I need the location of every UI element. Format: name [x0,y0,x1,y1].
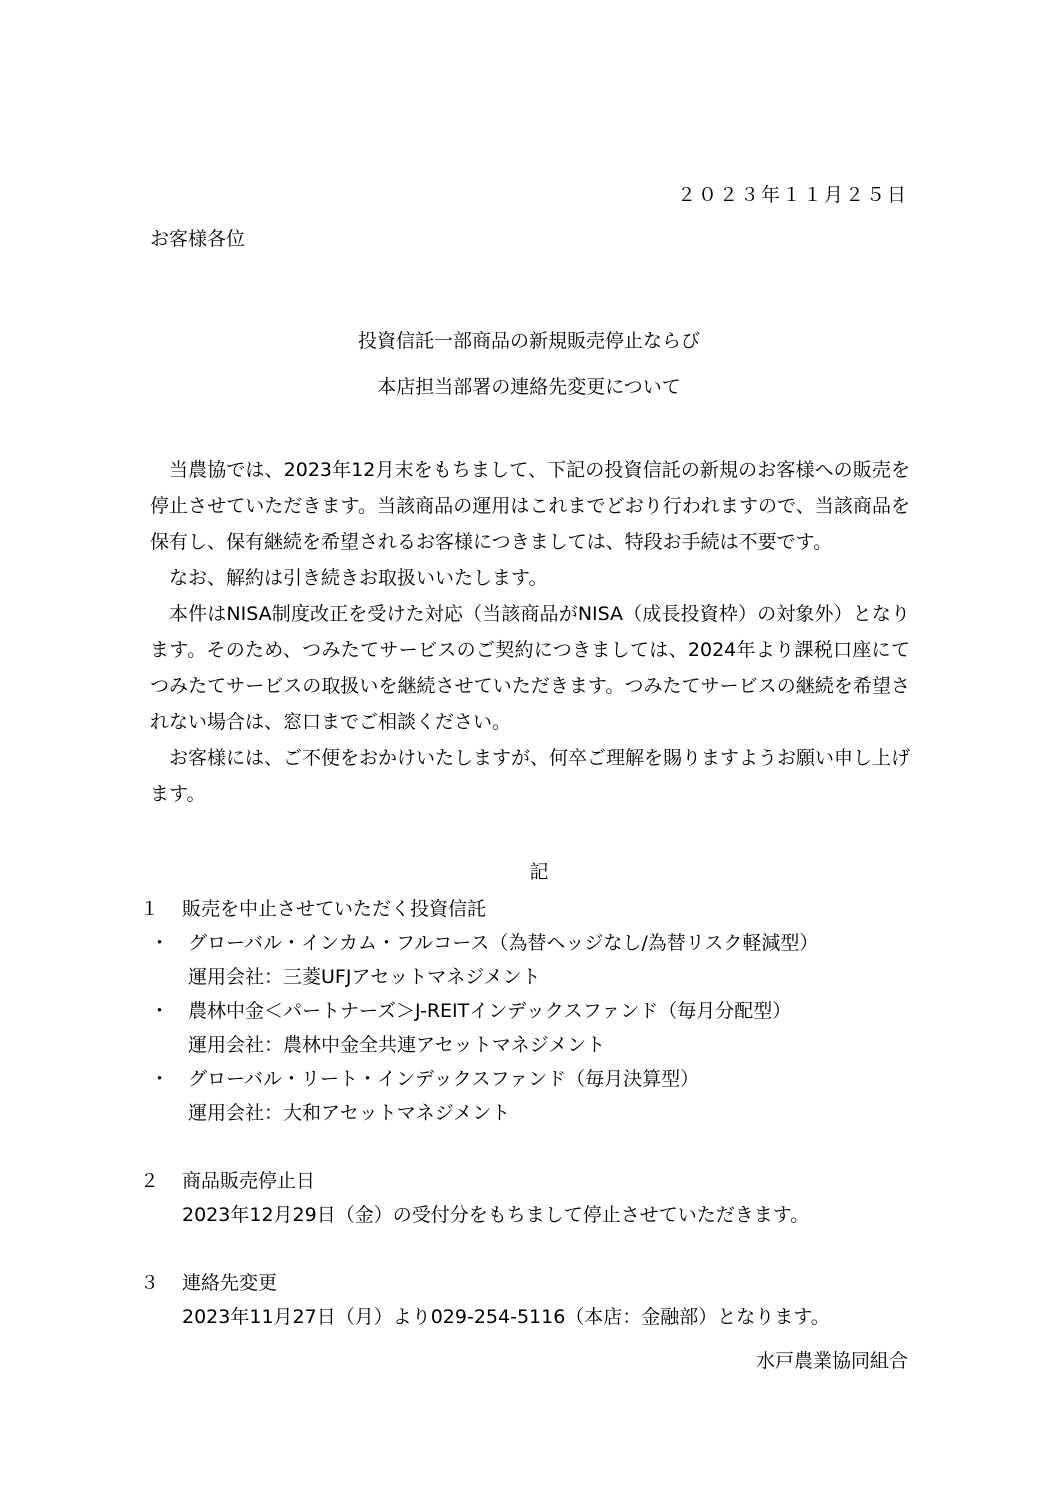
fund-item [140,926,920,960]
spacer [140,1232,920,1266]
section-2-heading [140,1164,920,1198]
title-line-2: 本店担当部署の連絡先変更について [377,376,681,398]
section-3-body: 2023年11月27日（月）より029-254-5116（本店：金融部）となります。 [182,1306,830,1328]
bullet: ・ [150,1000,170,1022]
section-number: １ [140,898,160,920]
fund-item [140,994,920,1028]
paragraph: なお、解約は引き続きお取扱いいたします。 [169,567,548,589]
addressee: お客様各位 [150,228,246,250]
fund-name: 農林中金＜パートナーズ＞J-REITインデックスファンド（毎月分配型） [188,1000,792,1022]
section-list [140,892,920,1334]
fund-company: 運用会社：農林中金全共連アセットマネジメント [188,1034,606,1056]
fund-company: 運用会社：三菱UFJアセットマネジメント [188,966,541,988]
fund-item [140,1062,920,1096]
paragraph: 本件はNISA制度改正を受けた対応（当該商品がNISA（成長投資枠）の対象外）となります。そのため、つみたてサービスのご契約につきましては、2024年より課税口座にてつみたてサービスの取扱いを継続させていただきます。つみたてサービスの継続を希望されない場合は、窓口までご相談ください。 [150,603,910,733]
section-2-body: 2023年12月29日（金）の受付分をもちまして停止させていただきます。 [182,1204,810,1226]
paragraph: お客様には、ご不便をおかけいたしますが、何卒ご理解を賜りますようお願い申し上げます。 [150,747,911,805]
organization-name: 水戸農業協同組合 [755,1350,908,1372]
bullet: ・ [150,1068,170,1090]
section-3-heading [140,1266,920,1300]
document-title [0,318,1058,410]
section-number: ２ [140,1170,160,1192]
fund-company: 運用会社：大和アセットマネジメント [188,1102,511,1124]
section-title: 連絡先変更 [182,1272,278,1294]
fund-name: グローバル・リート・インデックスファンド（毎月決算型） [188,1068,700,1090]
section-title: 商品販売停止日 [182,1170,316,1192]
spacer [140,1130,920,1164]
body-text [150,452,910,812]
bullet: ・ [150,932,170,954]
ki-heading: 記 [529,861,549,883]
document-date: ２０２３年１１月２５日 [676,184,908,206]
paragraph: 当農協では、2023年12月末をもちまして、下記の投資信託の新規のお客様への販売を停止させていただきます。当該商品の運用はこれまでどおり行われますので、当該商品を保有し、保有継続を希望されるお客様につきましては、特段お手続は不要です。 [150,459,910,553]
section-1-heading [140,892,920,926]
section-title: 販売を中止させていただく投資信託 [182,898,487,920]
title-line-1: 投資信託一部商品の新規販売停止ならび [357,330,700,352]
section-number: ３ [140,1272,160,1294]
fund-name: グローバル・インカム・フルコース（為替ヘッジなし/為替リスク軽減型） [188,932,819,954]
